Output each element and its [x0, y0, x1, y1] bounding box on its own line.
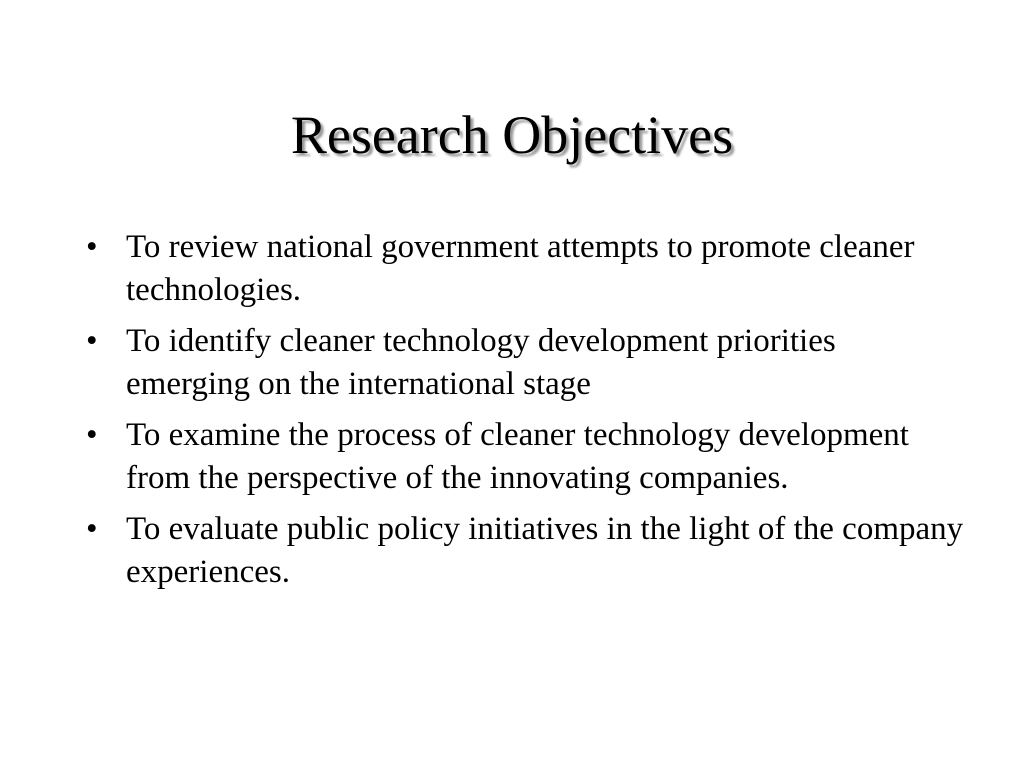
bullet-item [86, 320, 966, 406]
bullet-text: To examine the process of cleaner technology development from the perspective of the innovating companies. [126, 417, 909, 496]
bullet-icon: • [86, 417, 98, 453]
bullet-text: To evaluate public policy initiatives in the light of the company experiences. [126, 511, 964, 590]
bullet-text: To identify cleaner technology development priorities emerging on the international stage [126, 323, 836, 402]
bullet-icon: • [86, 323, 98, 359]
bullet-item [86, 414, 966, 500]
bullet-list [86, 226, 966, 602]
slide-title: Research Objectives [290, 105, 734, 165]
bullet-item [86, 226, 966, 312]
bullet-item [86, 508, 966, 594]
bullet-icon: • [86, 229, 98, 265]
bullet-text: To review national government attempts to promote cleaner technologies. [126, 229, 915, 308]
bullet-icon: • [86, 511, 98, 547]
